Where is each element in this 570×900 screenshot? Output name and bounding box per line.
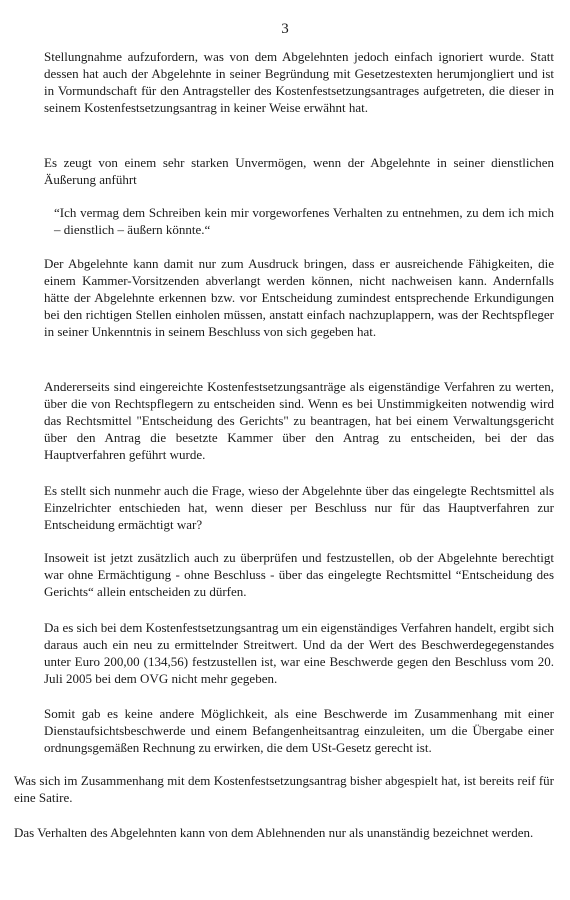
paragraph-ermaechtigung: Insoweit ist jetzt zusätzlich auch zu überprüfen und festzustellen, ob der Abgelehnte berechtigt war ohne Ermächtigung - ohne Beschluss - über das eingelegte Rechtsmittel “Entscheidung des Gerichts“ allein entscheiden zu dürfen. [44, 550, 554, 599]
quote-dienstliche-aeusserung: “Ich vermag dem Schreiben kein mir vorgeworfenes Verhalten zu entnehmen, zu dem ich mich – dienstlich – äußern könnte.“ [54, 205, 554, 237]
paragraph-faehigkeiten: Der Abgelehnte kann damit nur zum Ausdruck bringen, dass er ausreichende Fähigkeiten, die einem Kammer-Vorsitzenden abverlangt werden können, nicht nachweisen kann. Andernfalls hätte der Abgelehnte erkennen bzw. vor Entscheidung zumindest entsprechende Erkundigungen bei den richtigen Stellen einholen müssen, anstatt einfach nachzuplappern, was der Rechtspfleger in seiner Unkenntnis in seinem Beschluss von sich gegeben hat. [44, 256, 554, 339]
paragraph-unvermoegen: Es zeugt von einem sehr starken Unvermögen, wenn der Abgelehnte in seiner dienstlichen Äußerung anführt [44, 155, 554, 187]
page-number: 3 [281, 21, 289, 37]
paragraph-einzelrichter: Es stellt sich nunmehr auch die Frage, wieso der Abgelehnte über das eingelegte Rechtsmittel als Einzelrichter entschieden hat, wenn dieser per Beschluss nur für das Hauptverfahren zur Entscheidung ermächtigt war? [44, 483, 554, 532]
paragraph-streitwert: Da es sich bei dem Kostenfestsetzungsantrag um ein eigenständiges Verfahren handelt, ergibt sich daraus auch ein neu zu ermittelnder Streitwert. Und da der Wert des Beschwerdegegenstandes unter Euro 200,00 (134,56) festzustellen ist, war eine Beschwerde gegen den Beschluss vom 20. Juli 2005 bei dem OVG nicht mehr gegeben. [44, 620, 554, 686]
paragraph-stellungnahme: Stellungnahme aufzufordern, was von dem Abgelehnten jedoch einfach ignoriert wurde. Statt dessen hat auch der Abgelehnte in seiner Begründung mit Gesetzestexten herumjongliert und ist in Vormundschaft für den Antragsteller des Kostenfestsetzungsantrages aufgetreten, die dieser in seinem Kostenfestsetzungsantrag in keiner Weise erwähnt hat. [44, 49, 554, 115]
paragraph-satire: Was sich im Zusammenhang mit dem Kostenfestsetzungsantrag bisher abgespielt hat, ist bereits reif für eine Satire. [14, 773, 554, 805]
paragraph-verhalten: Das Verhalten des Abgelehnten kann von dem Ablehnenden nur als unanständig bezeichnet werden. [14, 825, 534, 840]
paragraph-kostenfestsetzungsantraege: Andererseits sind eingereichte Kostenfestsetzungsanträge als eigenständige Verfahren zu werten, über die von Rechtspflegern zu entscheiden sind. Wenn es bei Unstimmigkeiten notwendig wird das Rechtsmittel "Entscheidung des Gerichts" zu beantragen, hat bei einem Verwaltungsgericht über den Antrag die besetzte Kammer über den Antrag zu entscheiden, bei der das Hauptverfahren geführt wurde. [44, 379, 554, 462]
paragraph-beschwerde: Somit gab es keine andere Möglichkeit, als eine Beschwerde im Zusammenhang mit einer Dienstaufsichtsbeschwerde und einem Befangenheitsantrag einzuleiten, um die Übergabe einer ordnungsgemäßen Rechnung zu erwirken, die dem USt-Gesetz gerecht ist. [44, 706, 554, 755]
